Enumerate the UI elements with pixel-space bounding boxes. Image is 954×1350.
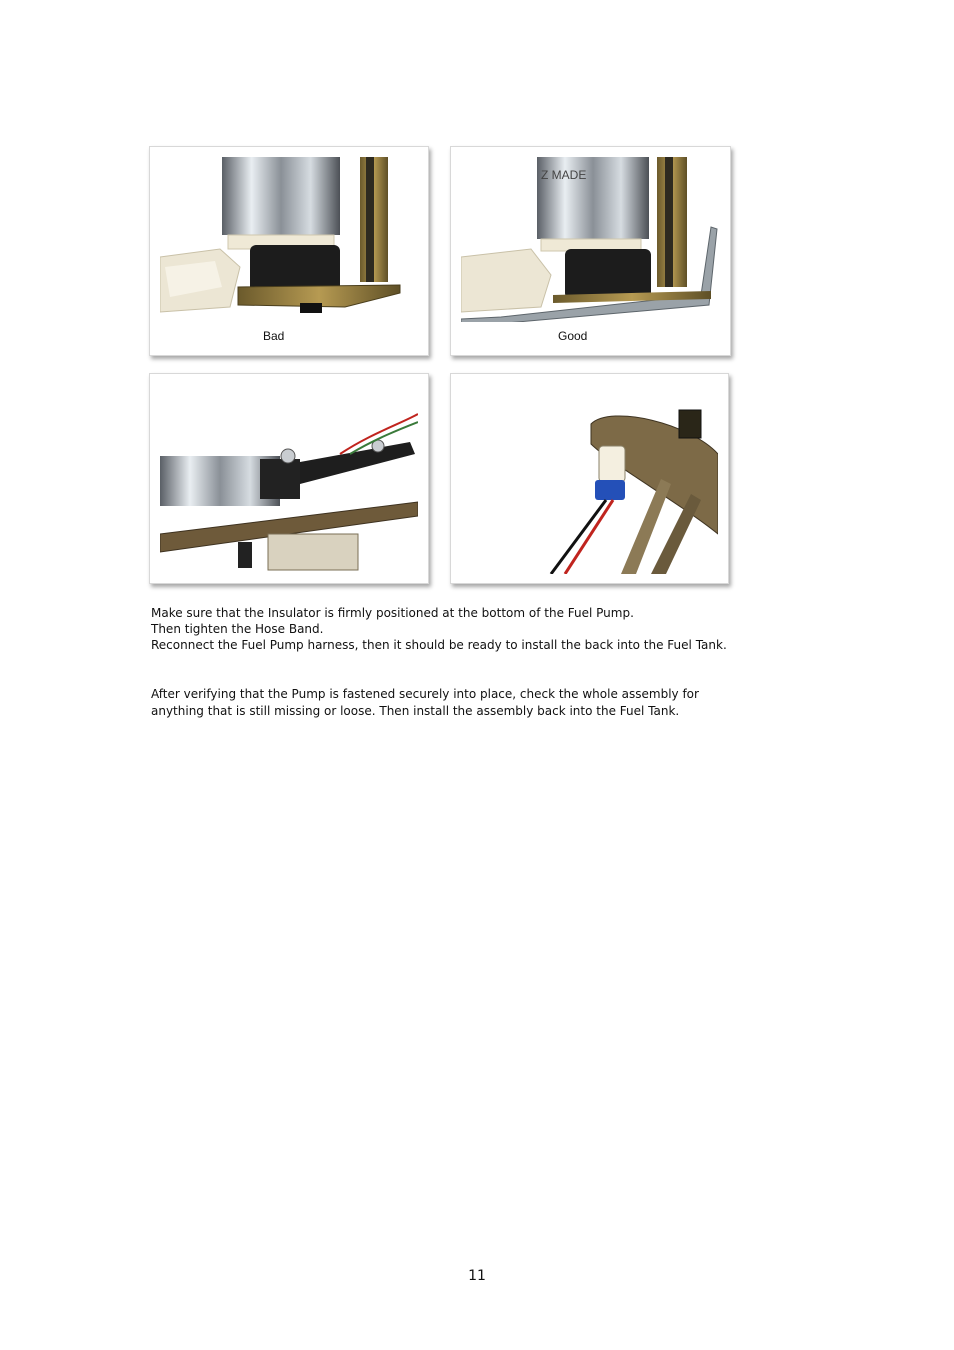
caption-bad: Bad — [263, 329, 285, 343]
photo-good-insulator — [450, 146, 731, 356]
hose-band-image — [160, 384, 418, 574]
instruction-line-3: Reconnect the Fuel Pump harness, then it should be ready to install the back into the Fuel Tank. — [151, 638, 727, 652]
fuel-pump-good-image — [461, 157, 720, 322]
instruction-line-2: Then tighten the Hose Band. — [151, 622, 324, 636]
instruction-line-1: Make sure that the Insulator is firmly positioned at the bottom of the Fuel Pump. — [151, 606, 634, 620]
photo-harness-connector — [450, 373, 729, 584]
fuel-pump-bad-image — [160, 157, 418, 317]
final-note-line-2: anything that is still missing or loose. Then install the assembly back into the Fuel Tank. — [151, 704, 680, 718]
photo-bad-insulator — [149, 146, 429, 356]
final-note-line-1: After verifying that the Pump is fastened securely into place, check the whole assembly for — [151, 687, 699, 701]
harness-connector-image — [461, 384, 718, 574]
page-number: 11 — [468, 1268, 486, 1284]
pump-label-text: Z MADE — [541, 168, 587, 182]
photo-hose-band — [149, 373, 429, 584]
caption-good: Good — [558, 329, 588, 343]
